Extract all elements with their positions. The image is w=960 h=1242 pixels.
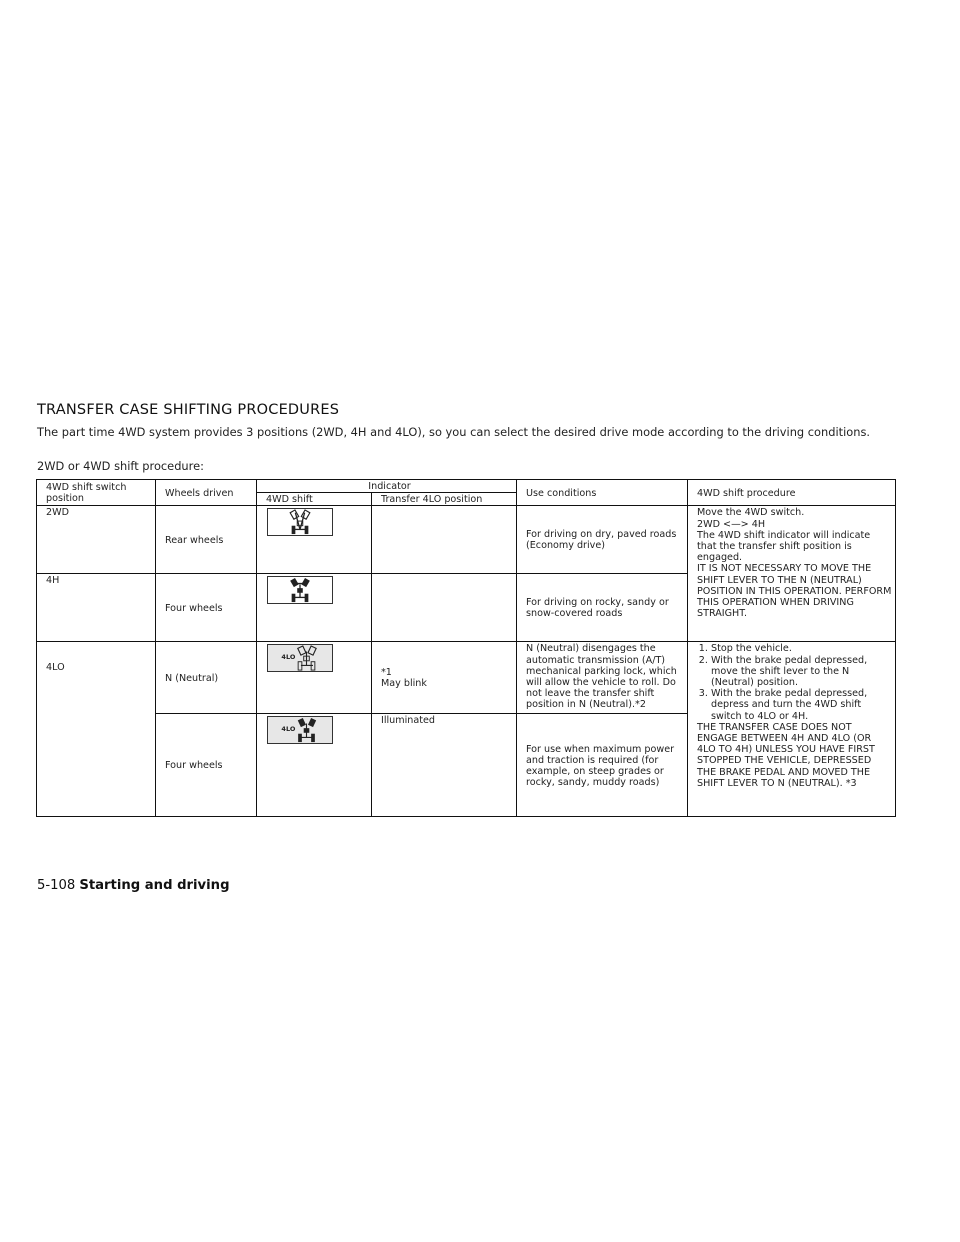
4lo-icon-text: 4LO: [281, 653, 296, 662]
header-transfer-4lo: Transfer 4LO position: [372, 493, 517, 506]
use-neutral: N (Neutral) disengages the automatic transmission (A/T) mechanical parking lock, which will allow the vehicle to roll. Do not leave the transfer shift position in N (Neutral).*2: [517, 642, 688, 714]
use-4h: For driving on rocky, sandy or snow-covered roads: [517, 574, 688, 642]
procedure-4lo: 1. Stop the vehicle. 2. With the brake pedal depressed, move the shift lever to the N (Neutral) position. 3. With the brake pedal depressed, depress and turn the 4WD shift switch to 4LO or 4H. THE TRANSFER CASE DOES NOT ENGAGE BETWEEN 4H AND 4LO (OR 4LO TO 4H) UNLESS YOU HAVE FIRST STOPPED THE VEHICLE, DEPRESSED THE BRAKE PEDAL AND MOVED THE SHIFT LEVER TO N (NEUTRAL). *3: [688, 642, 896, 817]
wheels-rear: Rear wheels: [156, 506, 257, 574]
procedure-2wd-4h: Move the 4WD switch. 2WD <—> 4H The 4WD shift indicator will indicate that the transfer shift position is engaged. IT IS NOT NECESSARY TO MOVE THE SHIFT LEVER TO THE N (NEUTRAL) POSITION IN THIS OPERATION. PERFORM THIS OPERATION WHEN DRIVING STRAIGHT.: [688, 506, 896, 642]
transfer-may-blink: *1 May blink: [372, 642, 517, 714]
4lo-indicator-icon: [267, 716, 333, 744]
page-number: 5-108: [37, 878, 76, 893]
page-title: TRANSFER CASE SHIFTING PROCEDURES: [37, 402, 340, 418]
header-procedure: 4WD shift procedure: [688, 480, 896, 506]
use-4lo: For use when maximum power and traction is required (for example, on steep grades or rocky, sandy, muddy roads): [517, 714, 688, 817]
intro-paragraph: The part time 4WD system provides 3 positions (2WD, 4H and 4LO), so you can select the desired drive mode according to the driving conditions.: [37, 425, 871, 439]
section-name: Starting and driving: [79, 878, 230, 893]
header-switch-position: 4WD shift switch position: [37, 480, 156, 506]
2wd-indicator-icon: [267, 508, 333, 536]
procedure-steps: 1. Stop the vehicle. 2. With the brake pedal depressed, move the shift lever to the N (Neutral) position. 3. With the brake pedal depressed, depress and turn the 4WD shift switch to 4LO or 4H.: [697, 643, 892, 721]
header-4wd-shift: 4WD shift: [257, 493, 372, 506]
4lo-neutral-indicator-icon: [267, 644, 333, 672]
position-4h: 4H: [37, 574, 156, 642]
4lo-icon-text: 4LO: [281, 725, 296, 734]
shift-procedure-table: [36, 479, 896, 817]
wheels-four-lo: Four wheels: [156, 714, 257, 817]
wheels-four: Four wheels: [156, 574, 257, 642]
position-2wd: 2WD: [37, 506, 156, 574]
table-row: [37, 506, 896, 574]
use-2wd: For driving on dry, paved roads (Economy drive): [517, 506, 688, 574]
transfer-illuminated: Illuminated: [372, 714, 517, 817]
header-use-conditions: Use conditions: [517, 480, 688, 506]
header-indicator: Indicator: [257, 480, 517, 493]
procedure-subheading: 2WD or 4WD shift procedure:: [37, 459, 204, 473]
wheels-neutral: N (Neutral): [156, 642, 257, 714]
header-wheels-driven: Wheels driven: [156, 480, 257, 506]
4h-indicator-icon: [267, 576, 333, 604]
position-4lo: 4LO: [37, 642, 156, 817]
table-row: [37, 642, 896, 714]
page-footer: [37, 878, 230, 893]
